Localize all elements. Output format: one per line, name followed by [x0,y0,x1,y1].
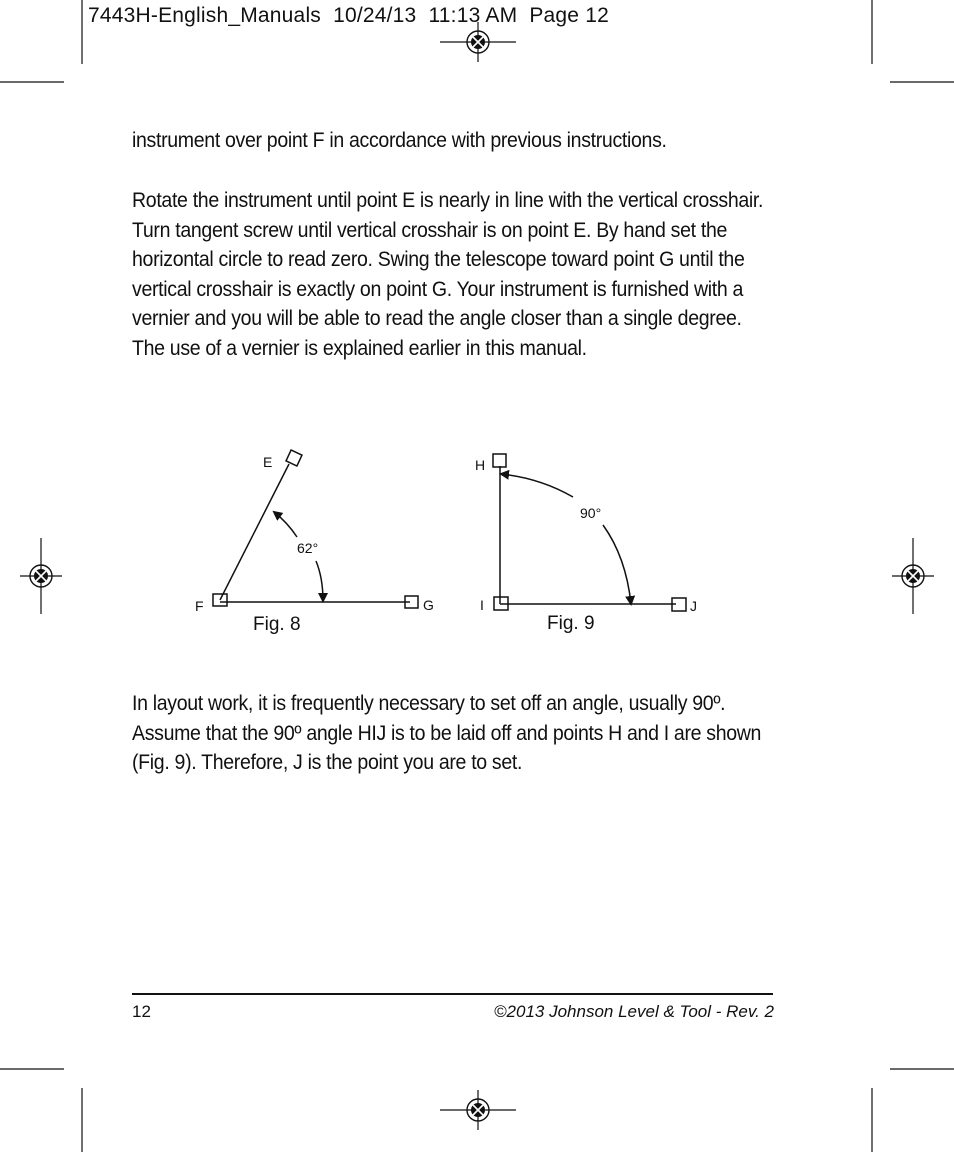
fig8-diagram [213,450,418,608]
fig8-label-f: F [195,598,204,614]
fig8-angle-label: 62° [297,540,319,556]
fig9-angle-arrow-lower [603,525,631,604]
fig9-diagram [493,454,686,611]
fig9-caption: Fig. 9 [547,613,595,634]
fig9-label-i: I [480,597,484,613]
fig8-label-e: E [263,454,273,470]
fig9-label-j: J [690,598,697,614]
footer-rule [132,993,773,995]
fig8-angle-arrow-lower [316,561,323,601]
fig8-point-e-marker [286,450,302,466]
fig8-caption: Fig. 8 [253,614,301,635]
copyright-notice: ©2013 Johnson Level & Tool - Rev. 2 [494,1002,774,1021]
printer-slug-line: 7443H-English_Manuals 10/24/13 11:13 AM Page 12 [88,4,609,27]
fig8-line-f-to-e [220,464,289,600]
paragraph-intro: instrument over point F in accordance with previous instructions. [132,129,667,152]
paragraph-rotate-instrument: Rotate the instrument until point E is nearly in line with the vertical crosshair. Turn tangent screw until vertical crosshair is on point E. By hand set the horizontal circle to read zero. Swing the telescope toward point G until the vertical crosshair is exactly on point G. Your instrument is furnished with a vernier and you will be able to read the angle closer than a single degree. The use of a vernier is explained earlier in this manual. [132,189,764,360]
fig9-angle-label: 90° [580,505,602,521]
fig8-label-g: G [423,597,434,613]
fig9-label-h: H [475,457,486,473]
fig9-point-h-marker [493,454,506,467]
paragraph-layout-work: In layout work, it is frequently necessary to set off an angle, usually 90º. Assume that the 90º angle HIJ is to be laid off and points H and I are shown (Fig. 9). Therefore, J is the point you are to set. [132,692,762,774]
page-number: 12 [132,1002,151,1021]
fig9-angle-arrow-upper [501,474,573,497]
fig8-angle-arrow-upper [274,512,297,537]
